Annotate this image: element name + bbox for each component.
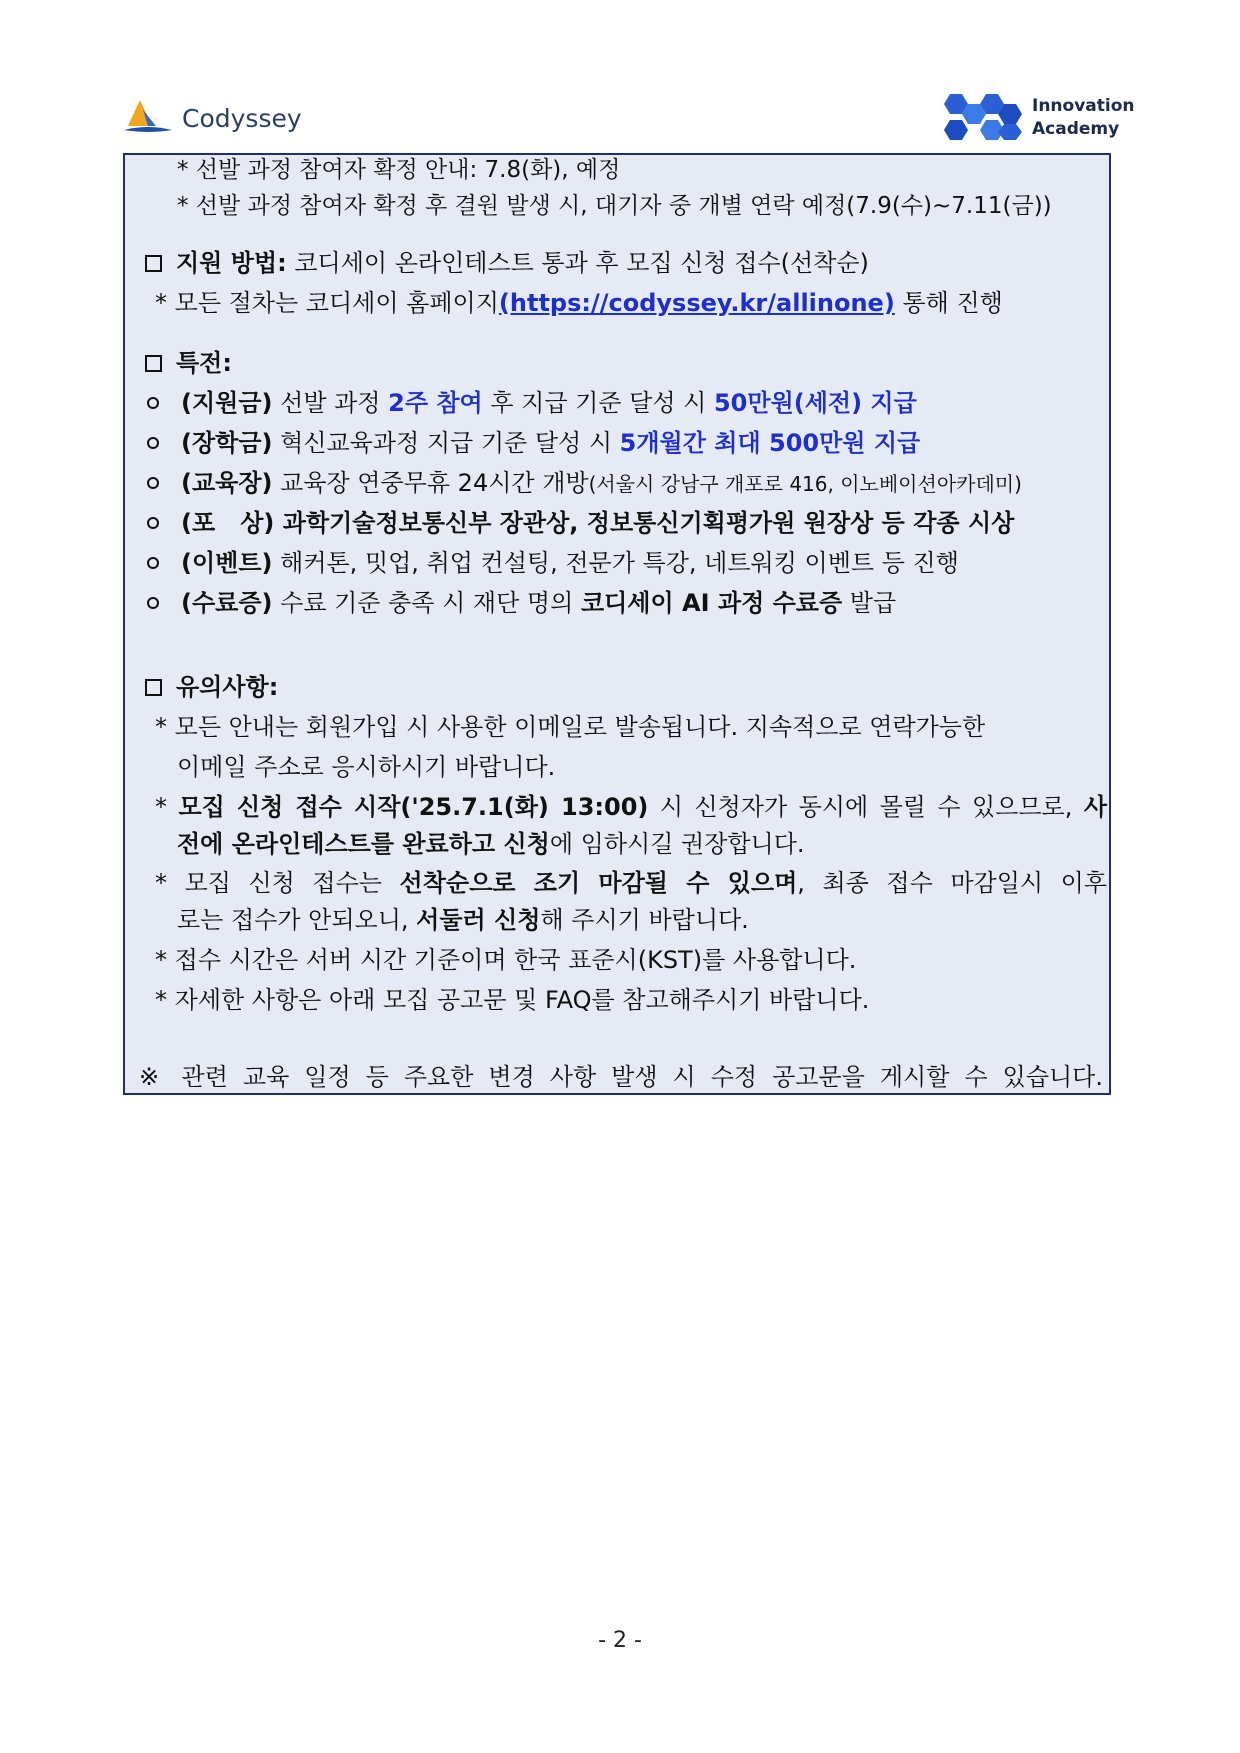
notice-start-line-2 xyxy=(177,829,805,859)
notice-deadline-line xyxy=(155,868,1107,898)
benefit-text: 수료 기준 충족 시 재단 명의 xyxy=(272,589,581,617)
bullet-circle-icon xyxy=(147,597,159,609)
bullet-circle-icon xyxy=(147,517,159,529)
benefit-label: (수료증) xyxy=(181,589,273,617)
page-number: - 2 - xyxy=(598,1628,642,1653)
apply-note-line xyxy=(155,288,1003,318)
notice-text: 에 임하시길 권장합니다. xyxy=(549,830,805,858)
apply-method-text: 코디세이 온라인테스트 통과 후 모집 신청 접수(선착순) xyxy=(286,249,869,277)
notice-email-line: * 모든 안내는 회원가입 시 사용한 이메일로 발송됩니다. 지속적으로 연락가능한 xyxy=(155,713,986,741)
checkbox-square-icon xyxy=(145,255,162,272)
benefit-item-event xyxy=(147,548,959,578)
benefit-item-award xyxy=(147,508,1014,538)
benefit-text: 선발 과정 xyxy=(272,389,389,417)
benefit-label: (지원금) xyxy=(181,389,273,417)
bullet-circle-icon xyxy=(147,557,159,569)
apply-note-text: * 모든 절차는 코디세이 홈페이지 xyxy=(155,289,499,317)
notice-bold: 모집 신청 접수 시작('25.7.1(화) 13:00) xyxy=(178,793,649,821)
logo-text-academy: Academy xyxy=(1032,119,1120,139)
codyssey-logo xyxy=(122,96,322,144)
notice-bold: 서둘러 신청 xyxy=(416,906,541,934)
checkbox-square-icon xyxy=(145,679,162,696)
benefit-text: 후 지급 기준 달성 시 xyxy=(482,389,714,417)
benefit-text: 발급 xyxy=(842,589,897,617)
waitlist-line: * 선발 과정 참여자 확정 후 결원 발생 시, 대기자 중 개별 연락 예정(7.9(수)~7.11(금)) xyxy=(177,193,1052,219)
benefit-text: 교육장 연중무휴 24시간 개방 xyxy=(272,469,589,497)
benefit-item-scholarship xyxy=(147,428,920,458)
notice-time-line: * 접수 시간은 서버 시간 기준이며 한국 표준시(KST)를 사용합니다. xyxy=(155,946,857,974)
notice-box xyxy=(123,153,1111,1095)
notice-text: 로는 접수가 안되오니, xyxy=(177,906,417,934)
benefit-item-certificate xyxy=(147,588,896,618)
benefit-highlight: 코디세이 AI 과정 수료증 xyxy=(580,589,843,617)
benefit-item-campus xyxy=(147,468,1022,499)
checkbox-square-icon xyxy=(145,355,162,372)
notice-bold: 선착순으로 조기 마감될 수 있으며 xyxy=(399,869,798,897)
notice-title: 유의사항: xyxy=(176,673,279,701)
notice-text: , 최종 접수 마감일시 이후 xyxy=(797,869,1107,897)
notice-star: * xyxy=(155,793,179,821)
bullet-circle-icon xyxy=(147,477,159,489)
benefit-highlight: 5개월간 최대 500만원 지급 xyxy=(619,429,921,457)
bullet-circle-icon xyxy=(147,437,159,449)
notice-bold: 사 xyxy=(1083,793,1107,821)
benefit-title: 특전: xyxy=(176,349,232,377)
final-notice-line: ※ 관련 교육 일정 등 주요한 변경 사항 발생 시 수정 공고문을 게시할 수 있습니다. xyxy=(139,1063,1103,1091)
benefit-title-line xyxy=(145,348,232,378)
page-header xyxy=(0,0,1240,150)
benefit-text: 혁신교육과정 지급 기준 달성 시 xyxy=(272,429,620,457)
notice-start-line xyxy=(155,792,1107,822)
benefit-label: (포 상) xyxy=(181,509,275,537)
benefit-label: (이벤트) xyxy=(181,549,273,577)
notice-text: * 모집 신청 접수는 xyxy=(155,869,400,897)
hexagon-logo-icon xyxy=(940,92,1026,142)
bullet-circle-icon xyxy=(147,397,159,409)
apply-note-end: 통해 진행 xyxy=(894,289,1003,317)
benefit-text: 해커톤, 밋업, 취업 컨설팅, 전문가 특강, 네트워킹 이벤트 등 진행 xyxy=(272,549,959,577)
notice-deadline-line-2 xyxy=(177,905,749,935)
benefit-highlight: 2주 참여 xyxy=(388,389,483,417)
codyssey-logo-text: Codyssey xyxy=(182,104,302,133)
homepage-link[interactable]: (https://codyssey.kr/allinone) xyxy=(498,289,895,317)
notice-bold: 전에 온라인테스트를 완료하고 신청 xyxy=(177,830,550,858)
notice-text: 해 주시기 바랍니다. xyxy=(540,906,749,934)
benefit-text: 과학기술정보통신부 장관상, 정보통신기획평가원 원장상 등 각종 시상 xyxy=(274,509,1015,537)
sail-icon xyxy=(122,96,180,140)
apply-method-line xyxy=(145,248,869,278)
benefit-label: (장학금) xyxy=(181,429,273,457)
notice-email-line-2: 이메일 주소로 응시하시기 바랍니다. xyxy=(177,753,556,781)
benefit-highlight: 50만원(세전) 지급 xyxy=(713,389,917,417)
logo-text-innovation: Innovation xyxy=(1032,96,1135,116)
benefit-address: (서울시 강남구 개포로 416, 이노베이션아카데미) xyxy=(588,472,1022,496)
notice-faq-line: * 자세한 사항은 아래 모집 공고문 및 FAQ를 참고해주시기 바랍니다. xyxy=(155,986,870,1014)
apply-method-title: 지원 방법: xyxy=(176,249,287,277)
benefit-item-grant xyxy=(147,388,917,418)
notice-title-line xyxy=(145,672,278,702)
innovation-academy-logo xyxy=(940,92,1135,142)
notice-text: 시 신청자가 동시에 몰릴 수 있으므로, xyxy=(648,793,1084,821)
benefit-label: (교육장) xyxy=(181,469,273,497)
selection-confirm-line: * 선발 과정 참여자 확정 안내: 7.8(화), 예정 xyxy=(177,157,621,183)
